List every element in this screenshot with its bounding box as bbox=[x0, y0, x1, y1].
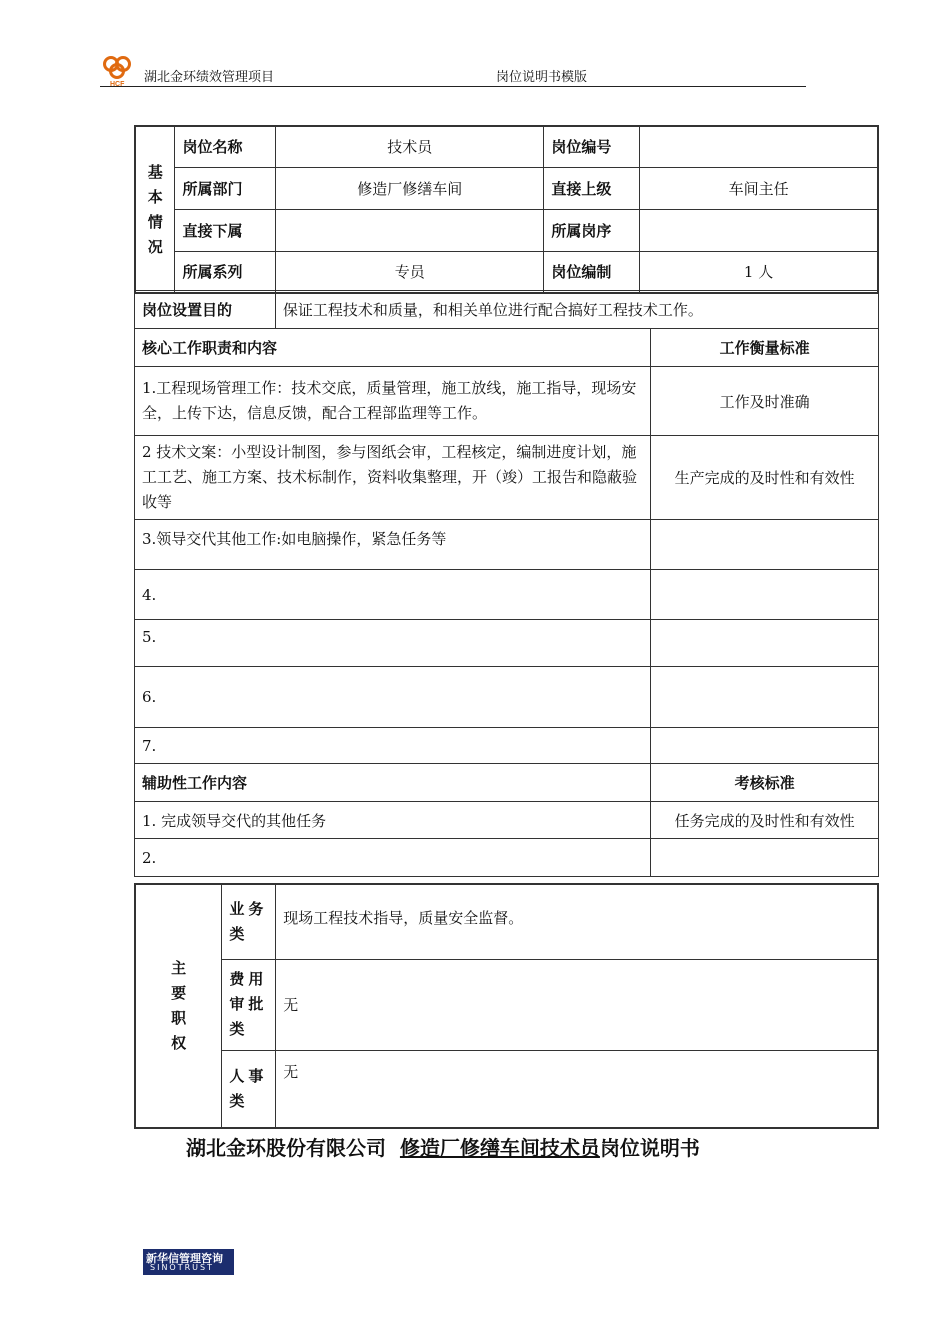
value-position-code bbox=[640, 126, 878, 167]
core-standard-1: 工作及时准确 bbox=[651, 367, 879, 436]
core-duty-3: 3.领导交代其他工作:如电脑操作，紧急任务等 bbox=[135, 520, 651, 570]
core-duty-1: 1.工程现场管理工作：技术交底，质量管理，施工放线，施工指导，现场安全，上传下达，信息反馈，配合工程部监理等工作。 bbox=[135, 367, 651, 436]
value-subordinate bbox=[276, 209, 544, 251]
caption-company: 湖北金环股份有限公司 bbox=[186, 1136, 386, 1160]
authority-label-personnel: 人事类 bbox=[222, 1050, 276, 1128]
authority-text-expense: 无 bbox=[276, 959, 878, 1050]
core-header: 核心工作职责和内容 bbox=[135, 329, 651, 367]
aux-duty-2: 2. bbox=[135, 839, 651, 877]
core-duty-7: 7. bbox=[135, 728, 651, 764]
core-standard-7 bbox=[651, 728, 879, 764]
consultancy-logo: 新华信管理咨询 SINOTRUST bbox=[143, 1249, 234, 1275]
core-duty-5: 5. bbox=[135, 620, 651, 667]
core-duty-2: 2 技术文案：小型设计制图，参与图纸会审，工程核定，编制进度计划，施工工艺、施工方案、技术标制作，资料收集整理，开（竣）工报告和隐蔽验收等 bbox=[135, 436, 651, 520]
value-position-name: 技术员 bbox=[276, 126, 544, 167]
value-headcount: 1 人 bbox=[640, 251, 878, 293]
authority-table bbox=[134, 883, 879, 1129]
label-department: 所属部门 bbox=[175, 167, 276, 209]
company-logo bbox=[100, 52, 138, 88]
authority-label-business: 业务类 bbox=[222, 884, 276, 959]
value-rank bbox=[640, 209, 878, 251]
project-title: 湖北金环绩效管理项目 bbox=[144, 70, 275, 85]
value-supervisor: 车间主任 bbox=[640, 167, 878, 209]
page-header bbox=[100, 52, 806, 87]
core-duty-4: 4. bbox=[135, 570, 651, 620]
svg-text:HCF: HCF bbox=[110, 81, 125, 88]
caption-position: 修造厂修缮车间技术员 bbox=[399, 1136, 600, 1160]
authority-text-business: 现场工程技术指导，质量安全监督。 bbox=[276, 884, 878, 959]
authority-label-expense: 费用审批类 bbox=[222, 959, 276, 1050]
basic-info-table bbox=[134, 125, 879, 294]
purpose-label: 岗位设置目的 bbox=[135, 291, 276, 329]
aux-header: 辅助性工作内容 bbox=[135, 764, 651, 802]
core-standard-header: 工作衡量标准 bbox=[651, 329, 879, 367]
label-position-code: 岗位编号 bbox=[544, 126, 640, 167]
duties-table bbox=[134, 290, 879, 877]
aux-duty-1: 1. 完成领导交代的其他任务 bbox=[135, 802, 651, 839]
core-standard-2: 生产完成的及时性和有效性 bbox=[651, 436, 879, 520]
label-rank: 所属岗序 bbox=[544, 209, 640, 251]
label-supervisor: 直接上级 bbox=[544, 167, 640, 209]
template-title: 岗位说明书模版 bbox=[496, 70, 588, 85]
value-series: 专员 bbox=[276, 251, 544, 293]
label-position-name: 岗位名称 bbox=[175, 126, 276, 167]
authority-text-personnel: 无 bbox=[276, 1050, 878, 1128]
aux-standard-1: 任务完成的及时性和有效性 bbox=[651, 802, 879, 839]
caption-suffix: 岗位说明书 bbox=[599, 1136, 700, 1160]
purpose-text: 保证工程技术和质量，和相关单位进行配合搞好工程技术工作。 bbox=[275, 291, 878, 329]
core-standard-5 bbox=[651, 620, 879, 667]
core-standard-4 bbox=[651, 570, 879, 620]
core-standard-3 bbox=[651, 520, 879, 570]
aux-standard-header: 考核标准 bbox=[651, 764, 879, 802]
value-department: 修造厂修缮车间 bbox=[276, 167, 544, 209]
core-standard-6 bbox=[651, 667, 879, 728]
authority-section-label: 主要职权 bbox=[135, 884, 222, 1128]
label-series: 所属系列 bbox=[175, 251, 276, 293]
document-caption bbox=[186, 1132, 700, 1161]
label-headcount: 岗位编制 bbox=[544, 251, 640, 293]
aux-standard-2 bbox=[651, 839, 879, 877]
label-subordinate: 直接下属 bbox=[175, 209, 276, 251]
core-duty-6: 6. bbox=[135, 667, 651, 728]
basic-section-label: 基本情况 bbox=[135, 126, 175, 293]
